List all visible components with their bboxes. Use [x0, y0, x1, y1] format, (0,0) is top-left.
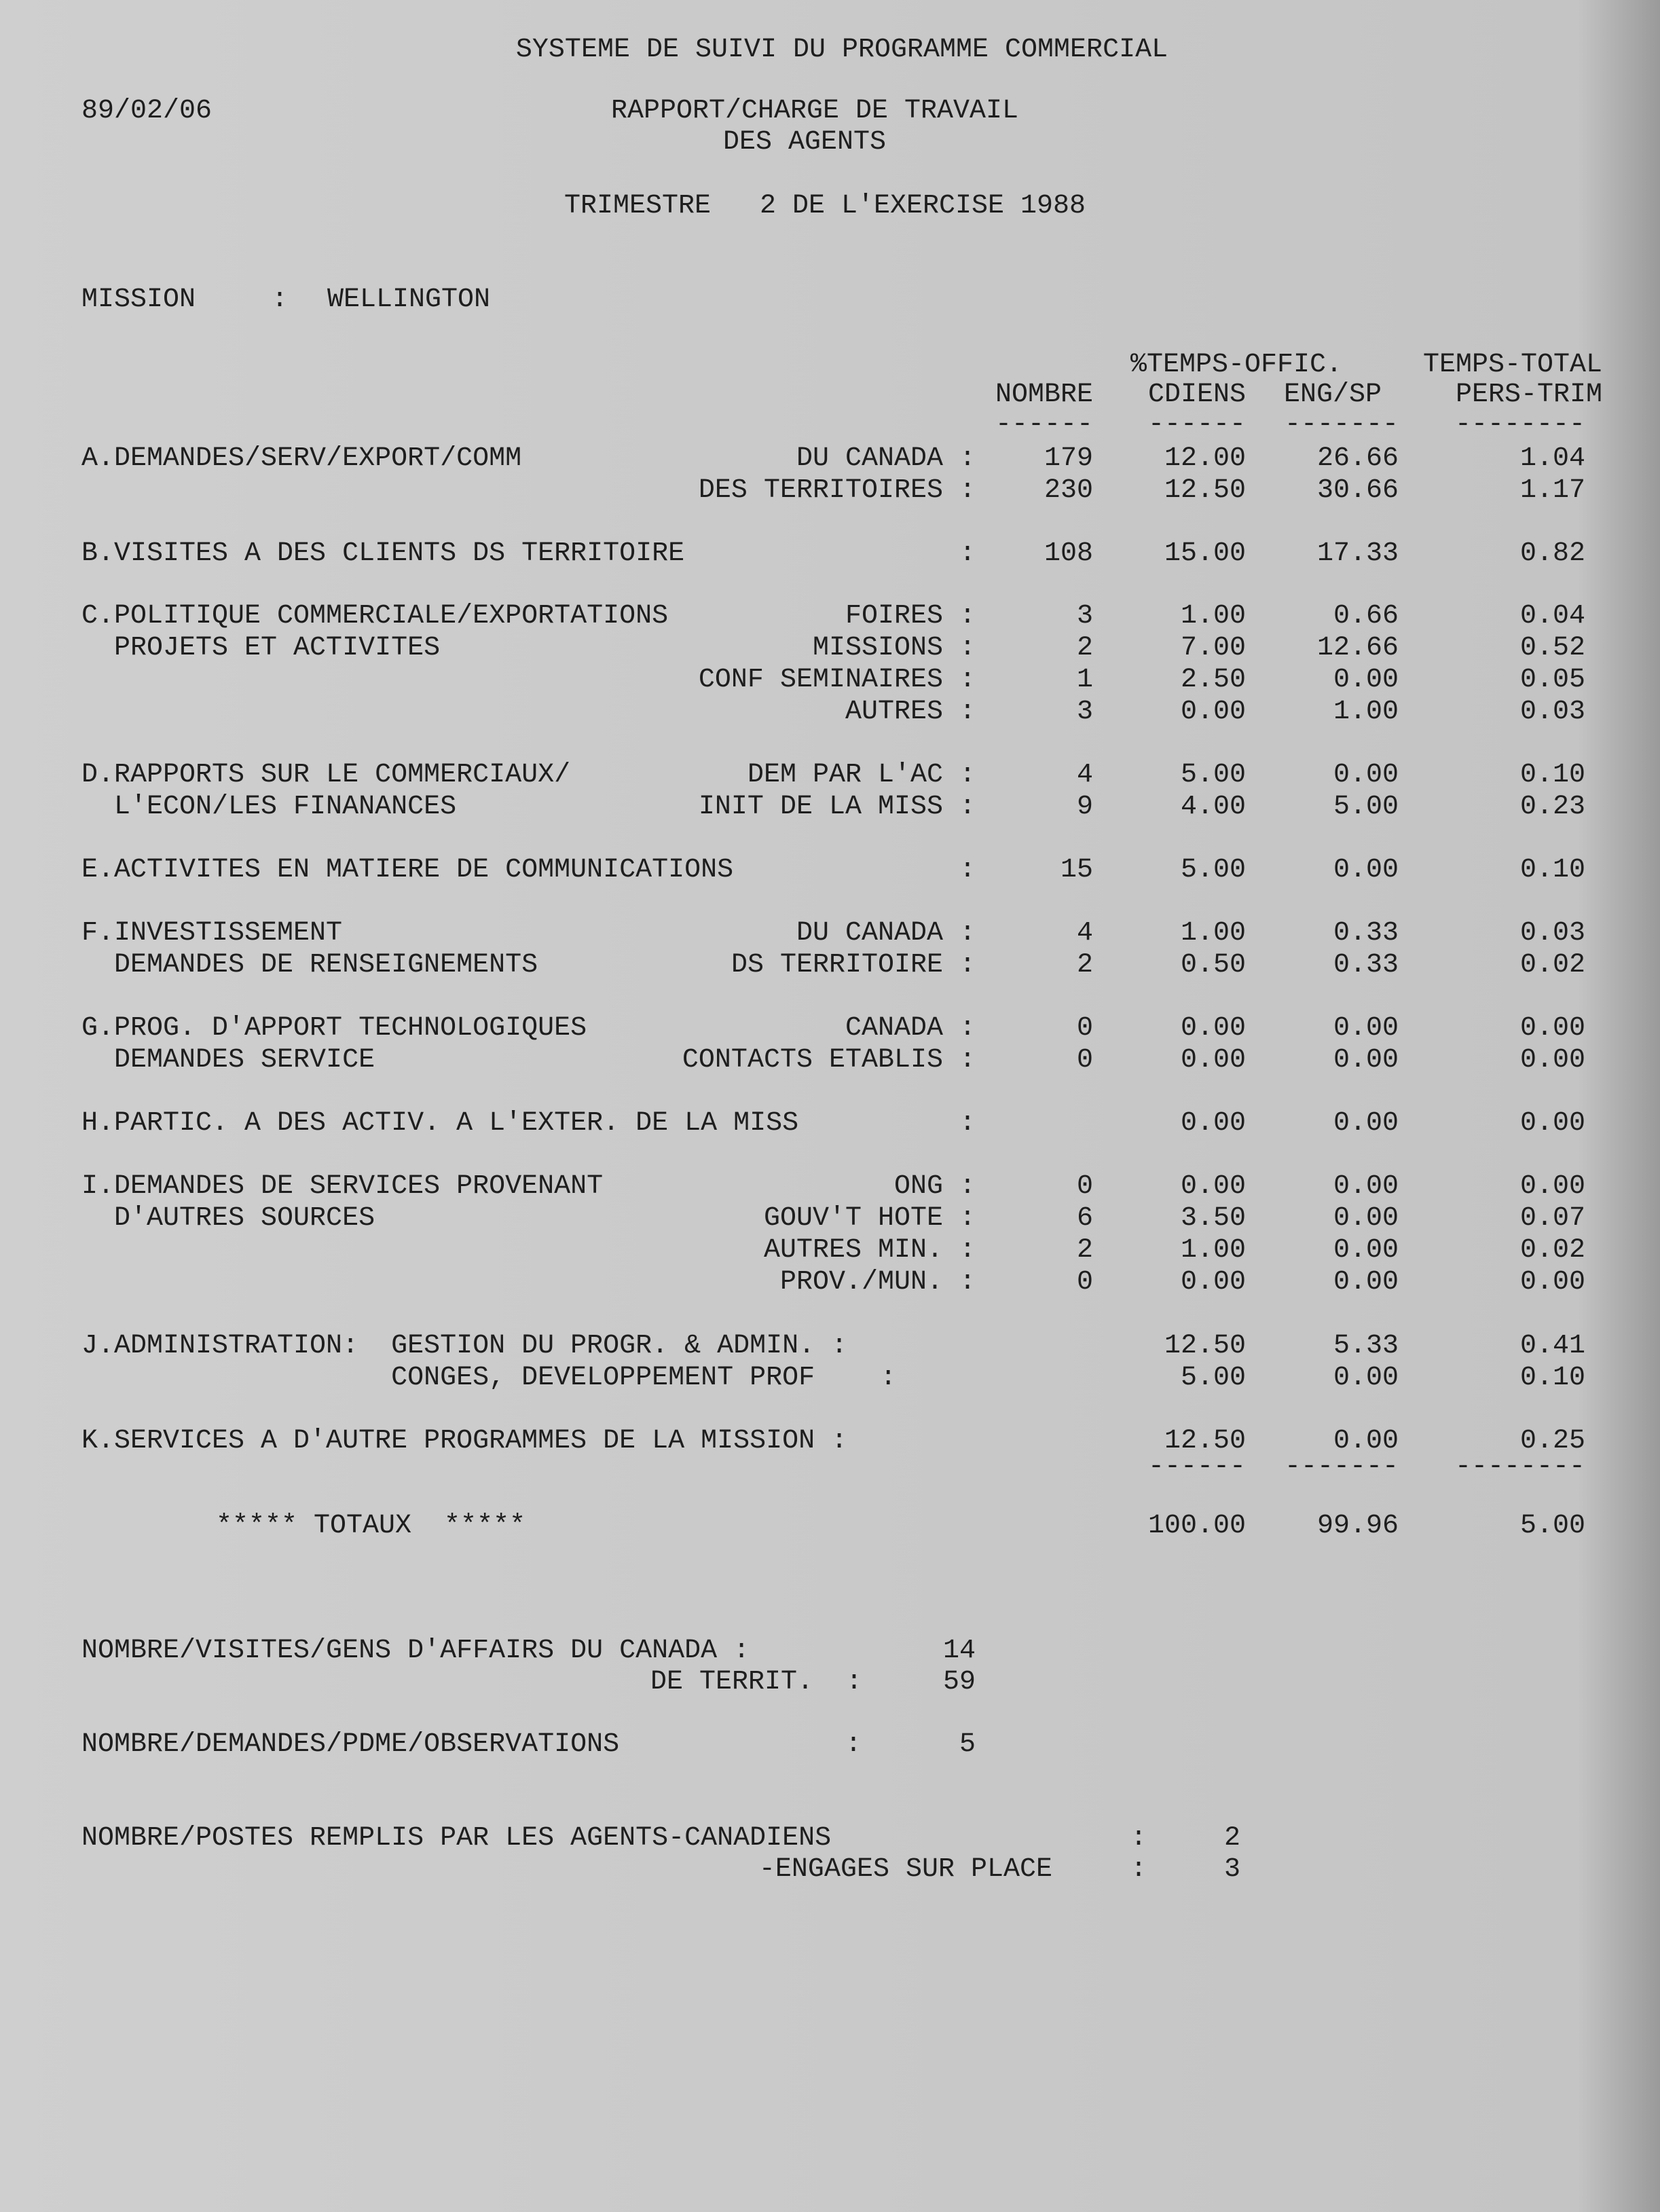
row-pers-trim: 0.07: [1519, 1203, 1585, 1234]
row-eng-sp: 0.00: [1333, 855, 1399, 885]
row-sublabel: DU CANADA :: [796, 918, 976, 948]
row-sublabel: CONTACTS ETABLIS :: [682, 1045, 976, 1075]
row-nombre: 4: [1076, 760, 1093, 790]
totals-rule-cdiens: ------: [1147, 1452, 1246, 1482]
row-label: D.RAPPORTS SUR LE COMMERCIAUX/: [81, 760, 571, 790]
row-sublabel: CANADA :: [845, 1013, 976, 1044]
row-cdiens: 1.00: [1180, 918, 1246, 948]
row-eng-sp: 0.00: [1333, 1235, 1399, 1266]
demandes-value: 5: [959, 1729, 976, 1760]
row-label: E.ACTIVITES EN MATIERE DE COMMUNICATIONS: [81, 855, 734, 885]
row-sublabel: :: [959, 1108, 976, 1139]
row-eng-sp: 5.33: [1333, 1331, 1399, 1361]
rule-cdiens: ------: [1147, 409, 1246, 440]
row-label: K.SERVICES A D'AUTRE PROGRAMMES DE LA MISSION :: [81, 1426, 848, 1456]
row-cdiens: 7.00: [1180, 633, 1246, 663]
row-cdiens: 0.00: [1180, 1171, 1246, 1202]
table-row: [0, 1043, 1660, 1078]
row-eng-sp: 30.66: [1316, 475, 1399, 506]
column-rule-line: [0, 407, 1660, 443]
row-nombre: 9: [1076, 792, 1093, 822]
table-row: [0, 1233, 1660, 1268]
table-row: [0, 758, 1660, 793]
row-eng-sp: 26.66: [1316, 443, 1399, 474]
mission-label: MISSION: [81, 284, 196, 315]
row-cdiens: 0.00: [1180, 697, 1246, 727]
demandes-separator: :: [845, 1729, 862, 1760]
pct-header: %TEMPS-OFFIC.: [1130, 350, 1343, 380]
report-date: 89/02/06: [81, 96, 213, 126]
row-eng-sp: 12.66: [1316, 633, 1399, 663]
report-title-2: DES AGENTS: [722, 127, 887, 158]
row-label: DEMANDES SERVICE: [81, 1045, 375, 1075]
row-cdiens: 1.00: [1180, 1235, 1246, 1266]
row-eng-sp: 1.00: [1333, 697, 1399, 727]
row-cdiens: 0.00: [1180, 1045, 1246, 1075]
row-nombre: 230: [1044, 475, 1093, 506]
table-row: [0, 663, 1660, 698]
mission-line: [0, 282, 1660, 318]
row-pers-trim: 0.23: [1519, 792, 1585, 822]
row-pers-trim: 0.02: [1519, 1235, 1585, 1266]
row-eng-sp: 0.00: [1333, 1267, 1399, 1297]
row-label: CONGES, DEVELOPPEMENT PROF :: [81, 1363, 897, 1393]
row-pers-trim: 0.52: [1519, 633, 1585, 663]
totals-rule-pers: --------: [1454, 1452, 1585, 1482]
row-eng-sp: 5.00: [1333, 792, 1399, 822]
row-nombre: 108: [1044, 538, 1093, 569]
row-label: L'ECON/LES FINANANCES: [81, 792, 457, 822]
table-row: [0, 1201, 1660, 1236]
row-sublabel: :: [959, 538, 976, 569]
row-sublabel: CONF SEMINAIRES :: [698, 665, 976, 695]
row-pers-trim: 1.04: [1519, 443, 1585, 474]
row-pers-trim: 1.17: [1519, 475, 1585, 506]
row-cdiens: 12.00: [1164, 443, 1246, 474]
row-eng-sp: 0.00: [1333, 1108, 1399, 1139]
visites-territ-label: DE TERRIT. :: [650, 1667, 862, 1697]
row-cdiens: 0.00: [1180, 1267, 1246, 1297]
table-row: [0, 536, 1660, 572]
row-nombre: 0: [1076, 1045, 1093, 1075]
row-cdiens: 0.50: [1180, 950, 1246, 980]
row-pers-trim: 0.02: [1519, 950, 1585, 980]
row-nombre: 0: [1076, 1267, 1093, 1297]
row-pers-trim: 0.05: [1519, 665, 1585, 695]
row-sublabel: FOIRES :: [845, 601, 976, 631]
row-pers-trim: 0.10: [1519, 855, 1585, 885]
row-nombre: 179: [1044, 443, 1093, 474]
row-sublabel: AUTRES :: [845, 697, 976, 727]
mission-value: WELLINGTON: [327, 284, 491, 315]
report-title-line-2: [0, 125, 1660, 160]
row-label: G.PROG. D'APPORT TECHNOLOGIQUES: [81, 1013, 587, 1044]
row-nombre: 0: [1076, 1013, 1093, 1044]
table-row: [0, 1361, 1660, 1396]
row-eng-sp: 0.33: [1333, 918, 1399, 948]
totals-rule-eng: -------: [1284, 1452, 1399, 1482]
row-pers-trim: 0.04: [1519, 601, 1585, 631]
postes-canadiens-line: [0, 1821, 1660, 1856]
row-eng-sp: 0.00: [1333, 1171, 1399, 1202]
row-label: DEMANDES DE RENSEIGNEMENTS: [81, 950, 538, 980]
row-pers-trim: 0.03: [1519, 918, 1585, 948]
col-cdiens: CDIENS: [1147, 380, 1246, 410]
row-nombre: 6: [1076, 1203, 1093, 1234]
postes-separator: :: [1130, 1823, 1147, 1854]
table-row: [0, 473, 1660, 509]
visites-canada-line: [0, 1634, 1660, 1669]
totals-rule-line: [0, 1450, 1660, 1485]
row-pers-trim: 0.00: [1519, 1267, 1585, 1297]
row-nombre: 4: [1076, 918, 1093, 948]
totals-eng: 99.96: [1316, 1511, 1399, 1541]
table-row: [0, 599, 1660, 634]
row-nombre: 15: [1060, 855, 1093, 885]
row-cdiens: 5.00: [1180, 760, 1246, 790]
report-title-1: RAPPORT/CHARGE DE TRAVAIL: [610, 96, 1019, 126]
row-nombre: 0: [1076, 1171, 1093, 1202]
row-pers-trim: 0.25: [1519, 1426, 1585, 1456]
mission-separator: :: [272, 284, 289, 315]
totals-line: [0, 1509, 1660, 1544]
row-sublabel: :: [959, 855, 976, 885]
row-cdiens: 0.00: [1180, 1108, 1246, 1139]
table-row: [0, 948, 1660, 983]
row-sublabel: DEM PAR L'AC :: [747, 760, 976, 790]
row-pers-trim: 0.00: [1519, 1171, 1585, 1202]
postes-place-label: -ENGAGES SUR PLACE: [758, 1854, 1052, 1885]
row-sublabel: ONG :: [893, 1171, 976, 1202]
row-nombre: 2: [1076, 633, 1093, 663]
row-cdiens: 15.00: [1164, 538, 1246, 569]
row-cdiens: 12.50: [1164, 1331, 1246, 1361]
report-period: TRIMESTRE 2 DE L'EXERCISE 1988: [564, 191, 1086, 221]
row-pers-trim: 0.10: [1519, 1363, 1585, 1393]
row-sublabel: DES TERRITOIRES :: [698, 475, 976, 506]
table-row: [0, 1329, 1660, 1364]
row-eng-sp: 0.00: [1333, 1045, 1399, 1075]
table-row: [0, 853, 1660, 888]
row-label: B.VISITES A DES CLIENTS DS TERRITOIRE: [81, 538, 685, 569]
row-nombre: 3: [1076, 697, 1093, 727]
visites-territ-line: [0, 1665, 1660, 1700]
visites-canada-value: 14: [942, 1636, 976, 1666]
row-sublabel: AUTRES MIN. :: [763, 1235, 976, 1266]
totals-label: ***** TOTAUX *****: [216, 1511, 526, 1541]
totals-cdiens: 100.00: [1147, 1511, 1246, 1541]
table-row: [0, 916, 1660, 951]
table-row: [0, 441, 1660, 477]
row-label: A.DEMANDES/SERV/EXPORT/COMM: [81, 443, 522, 474]
totals-pers: 5.00: [1519, 1511, 1585, 1541]
period-line: [0, 189, 1660, 224]
row-label: D'AUTRES SOURCES: [81, 1203, 375, 1234]
system-title-line: [0, 33, 1660, 68]
row-eng-sp: 17.33: [1316, 538, 1399, 569]
visites-label: NOMBRE/VISITES/GENS D'AFFAIRS DU CANADA :: [81, 1636, 750, 1666]
row-label: C.POLITIQUE COMMERCIALE/EXPORTATIONS: [81, 601, 669, 631]
row-eng-sp: 0.00: [1333, 1426, 1399, 1456]
row-cdiens: 12.50: [1164, 475, 1246, 506]
table-row: [0, 1265, 1660, 1300]
row-eng-sp: 0.00: [1333, 1013, 1399, 1044]
row-sublabel: GOUV'T HOTE :: [763, 1203, 976, 1234]
rule-eng: -------: [1284, 409, 1399, 440]
report-title-line-1: [0, 94, 1660, 129]
row-eng-sp: 0.00: [1333, 760, 1399, 790]
rule-nombre: ------: [995, 409, 1093, 440]
row-eng-sp: 0.00: [1333, 1363, 1399, 1393]
row-eng-sp: 0.66: [1333, 601, 1399, 631]
row-pers-trim: 0.00: [1519, 1045, 1585, 1075]
row-nombre: 1: [1076, 665, 1093, 695]
row-eng-sp: 0.00: [1333, 665, 1399, 695]
row-cdiens: 12.50: [1164, 1426, 1246, 1456]
row-label: I.DEMANDES DE SERVICES PROVENANT: [81, 1171, 604, 1202]
row-sublabel: DS TERRITOIRE :: [731, 950, 976, 980]
row-cdiens: 5.00: [1180, 855, 1246, 885]
row-sublabel: PROV./MUN. :: [779, 1267, 976, 1297]
table-row: [0, 1106, 1660, 1141]
col-eng-sp: ENG/SP: [1283, 380, 1382, 410]
row-cdiens: 5.00: [1180, 1363, 1246, 1393]
table-row: [0, 1169, 1660, 1204]
postes-place-line: [0, 1852, 1660, 1887]
col-nombre: NOMBRE: [995, 380, 1093, 410]
row-sublabel: MISSIONS :: [812, 633, 976, 663]
postes-place-value: 3: [1223, 1854, 1240, 1885]
table-row: [0, 695, 1660, 730]
postes-canadiens-value: 2: [1223, 1823, 1240, 1854]
col-pers-trim: PERS-TRIM: [1455, 380, 1602, 410]
row-cdiens: 4.00: [1180, 792, 1246, 822]
total-header: TEMPS-TOTAL: [1422, 350, 1602, 380]
row-label: F.INVESTISSEMENT: [81, 918, 343, 948]
row-label: PROJETS ET ACTIVITES: [81, 633, 441, 663]
row-eng-sp: 0.33: [1333, 950, 1399, 980]
row-label: H.PARTIC. A DES ACTIV. A L'EXTER. DE LA MISS: [81, 1108, 799, 1139]
row-eng-sp: 0.00: [1333, 1203, 1399, 1234]
row-pers-trim: 0.82: [1519, 538, 1585, 569]
row-pers-trim: 0.00: [1519, 1013, 1585, 1044]
postes-label: NOMBRE/POSTES REMPLIS PAR LES AGENTS-CANADIENS: [81, 1823, 832, 1854]
row-cdiens: 1.00: [1180, 601, 1246, 631]
row-nombre: 2: [1076, 1235, 1093, 1266]
row-pers-trim: 0.41: [1519, 1331, 1585, 1361]
system-title: SYSTEME DE SUIVI DU PROGRAMME COMMERCIAL: [515, 35, 1168, 65]
row-cdiens: 2.50: [1180, 665, 1246, 695]
row-cdiens: 0.00: [1180, 1013, 1246, 1044]
table-row: [0, 790, 1660, 825]
row-pers-trim: 0.03: [1519, 697, 1585, 727]
rule-pers: --------: [1454, 409, 1585, 440]
row-nombre: 2: [1076, 950, 1093, 980]
table-row: [0, 631, 1660, 666]
row-pers-trim: 0.10: [1519, 760, 1585, 790]
visites-territ-value: 59: [942, 1667, 976, 1697]
row-cdiens: 3.50: [1180, 1203, 1246, 1234]
demandes-label: NOMBRE/DEMANDES/PDME/OBSERVATIONS: [81, 1729, 620, 1760]
row-sublabel: DU CANADA :: [796, 443, 976, 474]
table-row: [0, 1011, 1660, 1046]
postes-place-separator: :: [1130, 1854, 1147, 1885]
row-pers-trim: 0.00: [1519, 1108, 1585, 1139]
row-nombre: 3: [1076, 601, 1093, 631]
demandes-line: [0, 1727, 1660, 1763]
row-sublabel: INIT DE LA MISS :: [698, 792, 976, 822]
row-label: J.ADMINISTRATION: GESTION DU PROGR. & ADMIN. :: [81, 1331, 848, 1361]
